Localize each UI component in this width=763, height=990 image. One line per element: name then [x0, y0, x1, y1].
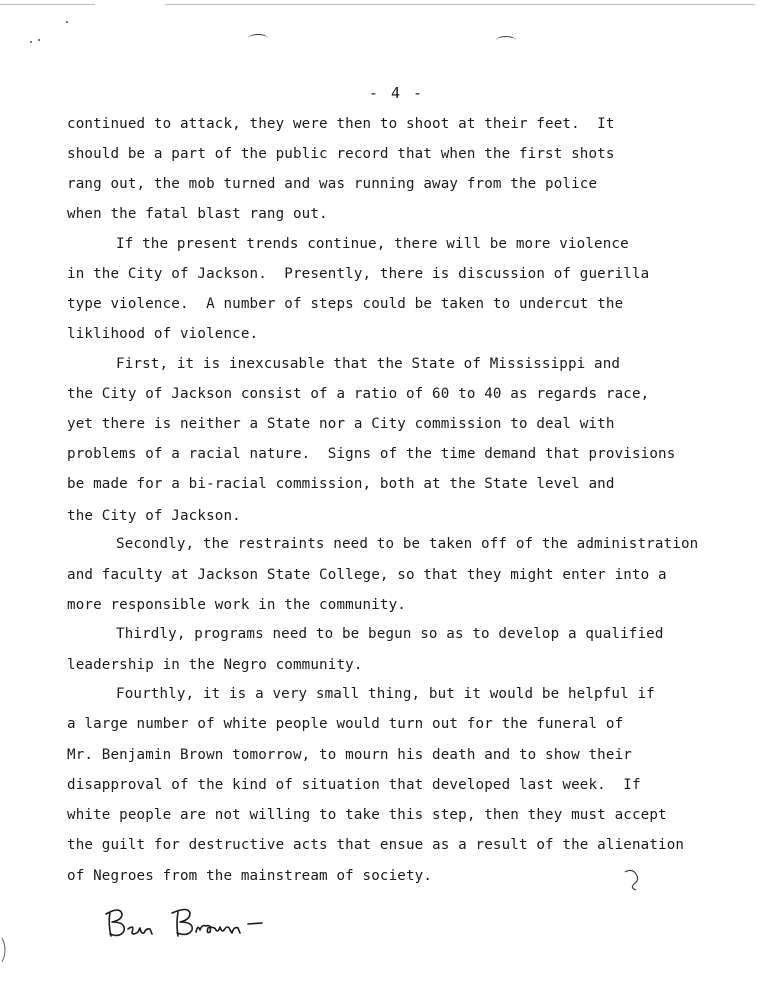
text-line: continued to attack, they were then to shoot at their feet. It — [67, 116, 615, 132]
scan-artifact-dot — [38, 39, 40, 41]
text-line: First, it is inexcusable that the State of Mississippi and — [116, 356, 621, 372]
text-line: and faculty at Jackson State College, so that they might enter into a — [67, 567, 667, 583]
text-line: If the present trends continue, there will be more violence — [116, 236, 629, 252]
text-line: liklihood of violence. — [67, 326, 259, 342]
scan-artifact-line — [0, 4, 95, 5]
text-line: of Negroes from the mainstream of society. — [67, 868, 433, 884]
text-line: Mr. Benjamin Brown tomorrow, to mourn his death and to show their — [67, 747, 632, 763]
text-line: type violence. A number of steps could be taken to undercut the — [67, 296, 624, 312]
signature — [102, 902, 282, 946]
edge-mark — [0, 936, 10, 966]
text-line: the City of Jackson. — [67, 508, 241, 524]
text-line: in the City of Jackson. Presently, there is discussion of guerilla — [67, 266, 650, 282]
scan-artifact-mark — [496, 36, 516, 45]
scan-artifact-mark — [248, 34, 268, 43]
text-line: the guilt for destructive acts that ensue as a result of the alienation — [67, 837, 685, 853]
text-line: problems of a racial nature. Signs of the time demand that provisions — [67, 446, 676, 462]
text-line: be made for a bi-racial commission, both at the State level and — [67, 476, 615, 492]
page-number: - 4 - — [368, 84, 425, 102]
scan-artifact-dot — [66, 21, 68, 23]
text-line: the City of Jackson consist of a ratio of 60 to 40 as regards race, — [67, 386, 650, 402]
hand-mark-icon — [622, 866, 646, 892]
text-line: when the fatal blast rang out. — [67, 206, 328, 222]
text-line: yet there is neither a State nor a City commission to deal with — [67, 416, 615, 432]
scan-artifact-dot — [30, 41, 32, 43]
text-line: more responsible work in the community. — [67, 597, 406, 613]
scan-artifact-line — [165, 4, 755, 5]
text-line: Fourthly, it is a very small thing, but it would be helpful if — [116, 686, 655, 702]
text-line: Thirdly, programs need to be begun so as to develop a qualified — [116, 626, 664, 642]
text-line: white people are not willing to take this step, then they must accept — [67, 807, 667, 823]
text-line: leadership in the Negro community. — [67, 657, 363, 673]
text-line: rang out, the mob turned and was running away from the police — [67, 176, 598, 192]
text-line: disapproval of the kind of situation that developed last week. If — [67, 777, 641, 793]
text-line: a large number of white people would turn out for the funeral of — [67, 716, 624, 732]
text-line: should be a part of the public record that when the first shots — [67, 146, 615, 162]
text-line: Secondly, the restraints need to be taken off of the administration — [116, 536, 699, 552]
